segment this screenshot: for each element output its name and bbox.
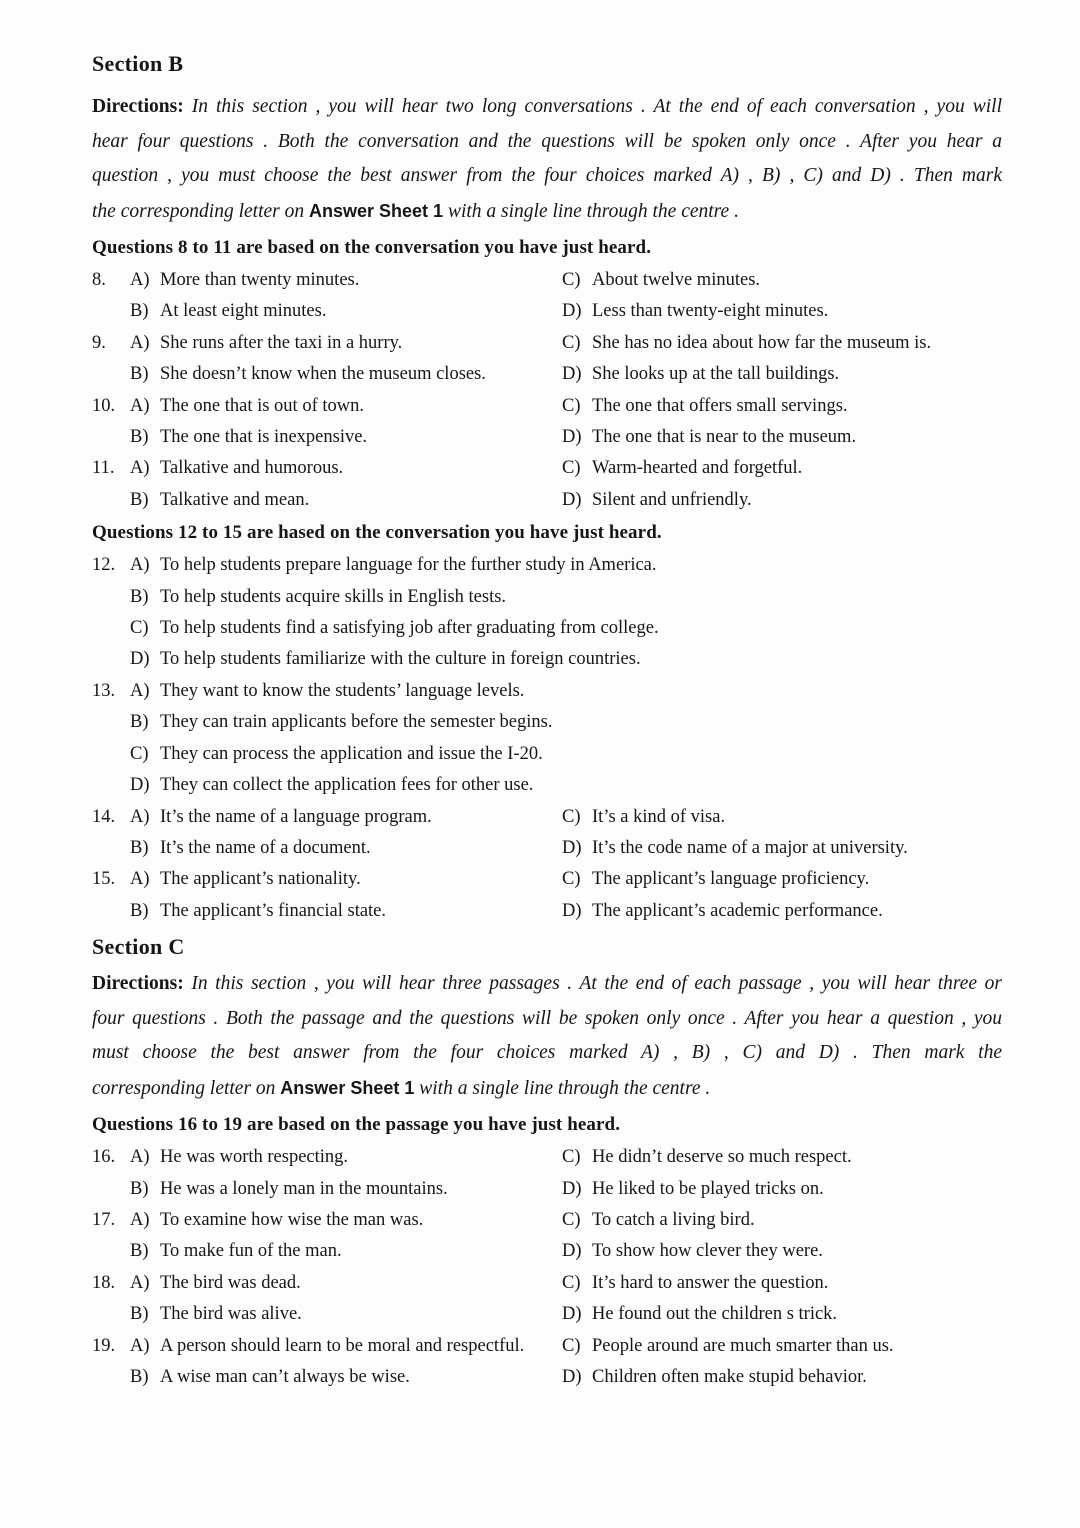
question-number: [92, 644, 130, 675]
option-text: To help students familiarize with the culture in foreign countries.: [160, 649, 641, 670]
option-letter: C): [562, 1335, 581, 1356]
option-text: The bird was alive.: [160, 1304, 302, 1325]
option-left: [92, 1205, 562, 1236]
option-letter: C): [130, 743, 149, 764]
questions-16-19-heading: Questions 16 to 19 are based on the passage you have just heard.: [92, 1114, 621, 1136]
directions-line: [92, 90, 1002, 125]
option-text: To help students acquire skills in English tests.: [160, 586, 507, 607]
questions-16-19-options: [92, 1142, 1002, 1393]
option-row: [92, 582, 1002, 613]
question-number: [92, 582, 130, 613]
option-row: [92, 453, 1002, 484]
option-letter: A): [130, 270, 150, 290]
option-letter: D): [562, 837, 582, 858]
option-right: [562, 1236, 1002, 1267]
option-text: The bird was dead.: [160, 1272, 301, 1293]
option-letter: A): [130, 458, 150, 479]
option-row: [92, 1268, 1002, 1299]
questions-12-15-options: [92, 550, 1002, 927]
questions-8-11-heading: Questions 8 to 11 are based on the conversation you have just heard.: [92, 237, 652, 258]
option-row: [92, 1362, 1002, 1393]
directions-text: hear four questions . Both the conversation and the questions will be spoken only once . After you hear a: [92, 130, 1002, 152]
option-text: To examine how wise the man was.: [160, 1209, 424, 1230]
option-left: [92, 707, 1002, 738]
option-text: More than twenty minutes.: [160, 270, 360, 290]
option-text: The applicant’s language proficiency.: [592, 869, 870, 890]
option-text: About twelve minutes.: [592, 270, 761, 290]
option-text: Children often make stupid behavior.: [592, 1366, 867, 1387]
option-text: It’s a kind of visa.: [592, 806, 726, 827]
option-text: She looks up at the tall buildings.: [592, 364, 840, 385]
directions-text: must choose the best answer from the four choices marked A) , B) , C) and D) . Then mark the: [92, 1042, 1002, 1064]
option-right: [562, 833, 1002, 864]
directions-label: Directions:: [92, 973, 184, 995]
option-left: [92, 1142, 562, 1173]
option-text: Talkative and mean.: [160, 489, 310, 510]
option-left: [92, 550, 1002, 581]
option-row: [92, 296, 1002, 327]
option-text: He was worth respecting.: [160, 1147, 349, 1168]
option-row: [92, 676, 1002, 707]
option-letter: C): [562, 806, 581, 827]
option-letter: B): [130, 1366, 149, 1387]
option-right: [562, 1205, 1002, 1236]
option-text: The one that offers small servings.: [592, 395, 848, 416]
option-right: [562, 265, 1002, 296]
directions-text: four questions . Both the passage and the questions will be spoken only once . After you hear a question , you: [92, 1007, 1002, 1029]
option-row: [92, 550, 1002, 581]
option-left: [92, 864, 562, 895]
option-text: The applicant’s academic performance.: [592, 900, 883, 921]
option-right: [562, 296, 1002, 327]
option-right: [562, 1142, 1002, 1173]
directions-label: Directions:: [92, 96, 184, 117]
option-row: [92, 770, 1002, 801]
option-letter: B): [130, 1241, 149, 1262]
directions-text: with a single line through the centre .: [419, 1077, 711, 1099]
option-row: [92, 896, 1002, 927]
option-left: [92, 1174, 562, 1205]
option-text: Less than twenty-eight minutes.: [592, 301, 829, 322]
option-letter: B): [130, 364, 149, 385]
option-letter: A): [130, 395, 150, 416]
option-text: The applicant’s nationality.: [160, 869, 361, 890]
option-text: At least eight minutes.: [160, 301, 327, 322]
option-letter: B): [130, 427, 149, 448]
option-text: She has no idea about how far the museum is.: [592, 332, 932, 353]
option-row: [92, 391, 1002, 422]
section-b-directions: [92, 90, 1002, 229]
option-left: [92, 359, 562, 390]
option-left: [92, 644, 1002, 675]
option-left: [92, 296, 562, 327]
option-text: To make fun of the man.: [160, 1241, 342, 1262]
option-row: [92, 1331, 1002, 1362]
option-row: [92, 422, 1002, 453]
question-number: [92, 1236, 130, 1267]
option-letter: B): [130, 837, 149, 858]
question-number: [92, 296, 130, 327]
directions-line: [92, 1002, 1002, 1037]
question-number: [92, 613, 130, 644]
option-letter: B): [130, 1304, 149, 1325]
option-right: [562, 896, 1002, 927]
option-letter: A): [130, 1147, 150, 1168]
question-number: [92, 833, 130, 864]
option-left: [92, 391, 562, 422]
option-text: They want to know the students’ language levels.: [160, 680, 525, 701]
option-text: Silent and unfriendly.: [592, 489, 752, 510]
option-letter: C): [562, 332, 581, 353]
option-text: He found out the children s trick.: [592, 1304, 838, 1325]
option-right: [562, 328, 1002, 359]
option-letter: C): [562, 1272, 581, 1293]
option-left: [92, 453, 562, 484]
option-right: [562, 1362, 1002, 1393]
option-left: [92, 802, 562, 833]
option-text: The one that is inexpensive.: [160, 427, 368, 448]
question-number: [92, 485, 130, 516]
option-row: [92, 265, 1002, 296]
answer-sheet-ref: Answer Sheet 1: [280, 1077, 415, 1098]
option-right: [562, 453, 1002, 484]
questions-12-15-heading: Questions 12 to 15 are hased on the conversation you have just heard.: [92, 522, 662, 544]
option-letter: B): [130, 489, 149, 510]
option-letter: B): [130, 586, 149, 607]
directions-text: In this section , you will hear three passages . At the end of each passage , you will hear three or: [191, 973, 1003, 995]
option-right: [562, 391, 1002, 422]
option-text: People around are much smarter than us.: [592, 1335, 894, 1356]
option-letter: D): [562, 427, 582, 448]
option-text: She runs after the taxi in a hurry.: [160, 332, 403, 353]
question-number: 17.: [92, 1209, 116, 1230]
option-right: [562, 485, 1002, 516]
option-text: To help students find a satisfying job after graduating from college.: [160, 618, 659, 639]
option-left: [92, 676, 1002, 707]
option-letter: D): [562, 1178, 582, 1199]
option-letter: B): [130, 1178, 149, 1199]
question-number: 14.: [92, 806, 116, 827]
option-letter: B): [130, 900, 149, 921]
directions-line: [92, 967, 1002, 1002]
option-letter: C): [562, 395, 581, 416]
directions-text: question , you must choose the best answer from the four choices marked A) , B) , C) and D) . Then mark: [92, 165, 1002, 186]
section-c-title: Section C: [92, 934, 185, 960]
option-letter: A): [130, 806, 150, 827]
option-left: [92, 833, 562, 864]
option-row: [92, 359, 1002, 390]
option-text: A person should learn to be moral and respectful.: [160, 1335, 525, 1356]
option-text: Talkative and humorous.: [160, 458, 344, 479]
option-right: [562, 1331, 1002, 1362]
option-text: A wise man can’t always be wise.: [160, 1366, 410, 1387]
option-row: [92, 833, 1002, 864]
option-row: [92, 1205, 1002, 1236]
option-text: He liked to be played tricks on.: [592, 1178, 824, 1199]
option-letter: D): [562, 900, 582, 921]
option-row: [92, 328, 1002, 359]
option-left: [92, 1331, 562, 1362]
option-text: The applicant’s financial state.: [160, 900, 387, 921]
option-letter: B): [130, 712, 149, 733]
option-left: [92, 265, 562, 296]
option-row: [92, 1174, 1002, 1205]
option-text: It’s hard to answer the question.: [592, 1272, 829, 1293]
option-text: To show how clever they were.: [592, 1241, 823, 1262]
option-letter: D): [562, 489, 582, 510]
option-right: [562, 1299, 1002, 1330]
directions-text: corresponding letter on: [92, 1077, 276, 1099]
question-number: 16.: [92, 1147, 116, 1168]
option-text: He was a lonely man in the mountains.: [160, 1178, 448, 1199]
option-text: Warm-hearted and forgetful.: [592, 458, 803, 479]
option-right: [562, 864, 1002, 895]
option-right: [562, 802, 1002, 833]
option-text: They can collect the application fees for other use.: [160, 775, 534, 796]
question-number: [92, 1362, 130, 1393]
directions-line: [92, 1071, 1002, 1107]
option-text: To help students prepare language for the further study in America.: [160, 555, 657, 576]
option-letter: D): [562, 364, 582, 385]
option-row: [92, 613, 1002, 644]
directions-line: [92, 159, 1002, 194]
option-left: [92, 1299, 562, 1330]
option-left: [92, 896, 562, 927]
option-left: [92, 328, 562, 359]
option-letter: A): [130, 1209, 150, 1230]
option-left: [92, 1268, 562, 1299]
directions-text: In this section , you will hear two long conversations . At the end of each conversation , you will: [191, 96, 1002, 117]
option-row: [92, 644, 1002, 675]
question-number: [92, 1174, 130, 1205]
option-text: They can process the application and issue the I-20.: [160, 743, 543, 764]
question-number: 15.: [92, 869, 116, 890]
option-text: To catch a living bird.: [592, 1209, 755, 1230]
question-number: 19.: [92, 1335, 116, 1356]
question-number: 8.: [92, 270, 106, 290]
option-text: The one that is near to the museum.: [592, 427, 857, 448]
option-left: [92, 1236, 562, 1267]
option-text: It’s the name of a document.: [160, 837, 371, 858]
option-text: She doesn’t know when the museum closes.: [160, 364, 486, 385]
option-row: [92, 485, 1002, 516]
questions-8-11-options: [92, 265, 1002, 516]
option-letter: C): [562, 869, 581, 890]
option-left: [92, 613, 1002, 644]
question-number: 18.: [92, 1272, 116, 1293]
directions-text: the corresponding letter on: [92, 200, 305, 222]
option-left: [92, 739, 1002, 770]
option-right: [562, 1174, 1002, 1205]
option-left: [92, 422, 562, 453]
option-letter: A): [130, 555, 150, 576]
option-row: [92, 1142, 1002, 1173]
answer-sheet-ref: Answer Sheet 1: [309, 200, 444, 221]
option-letter: C): [562, 1147, 581, 1168]
option-row: [92, 802, 1002, 833]
option-left: [92, 485, 562, 516]
option-letter: A): [130, 680, 150, 701]
option-left: [92, 582, 1002, 613]
option-letter: C): [562, 1209, 581, 1230]
directions-line: [92, 194, 1002, 230]
question-number: 13.: [92, 680, 116, 701]
option-letter: D): [562, 301, 582, 322]
question-number: [92, 1299, 130, 1330]
option-row: [92, 707, 1002, 738]
option-letter: B): [130, 301, 149, 322]
option-letter: A): [130, 869, 150, 890]
option-letter: C): [562, 270, 581, 290]
directions-text: with a single line through the centre .: [447, 200, 739, 222]
option-letter: C): [562, 458, 581, 479]
option-row: [92, 1236, 1002, 1267]
option-letter: A): [130, 1335, 150, 1356]
directions-line: [92, 125, 1002, 160]
option-letter: D): [130, 649, 150, 670]
option-letter: A): [130, 1272, 150, 1293]
option-letter: D): [562, 1366, 582, 1387]
question-number: 12.: [92, 555, 116, 576]
option-text: The one that is out of town.: [160, 395, 364, 416]
option-text: They can train applicants before the semester begins.: [160, 712, 553, 733]
question-number: 9.: [92, 332, 106, 353]
option-letter: C): [130, 618, 149, 639]
option-letter: D): [562, 1304, 582, 1325]
section-b-title: Section B: [92, 51, 184, 76]
option-left: [92, 1362, 562, 1393]
option-row: [92, 864, 1002, 895]
question-number: [92, 739, 130, 770]
option-left: [92, 770, 1002, 801]
section-c: [92, 933, 1002, 1393]
option-row: [92, 739, 1002, 770]
option-text: He didn’t deserve so much respect.: [592, 1147, 852, 1168]
question-number: [92, 896, 130, 927]
option-text: It’s the code name of a major at university.: [592, 837, 908, 858]
option-right: [562, 1268, 1002, 1299]
question-number: [92, 359, 130, 390]
option-right: [562, 359, 1002, 390]
option-letter: A): [130, 332, 150, 353]
directions-line: [92, 1036, 1002, 1071]
question-number: 11.: [92, 458, 115, 479]
question-number: [92, 770, 130, 801]
option-row: [92, 1299, 1002, 1330]
question-number: 10.: [92, 395, 116, 416]
section-b: [92, 50, 1002, 927]
section-c-directions: [92, 967, 1002, 1106]
option-letter: D): [130, 775, 150, 796]
option-letter: D): [562, 1241, 582, 1262]
option-text: It’s the name of a language program.: [160, 806, 432, 827]
question-number: [92, 422, 130, 453]
question-number: [92, 707, 130, 738]
option-right: [562, 422, 1002, 453]
